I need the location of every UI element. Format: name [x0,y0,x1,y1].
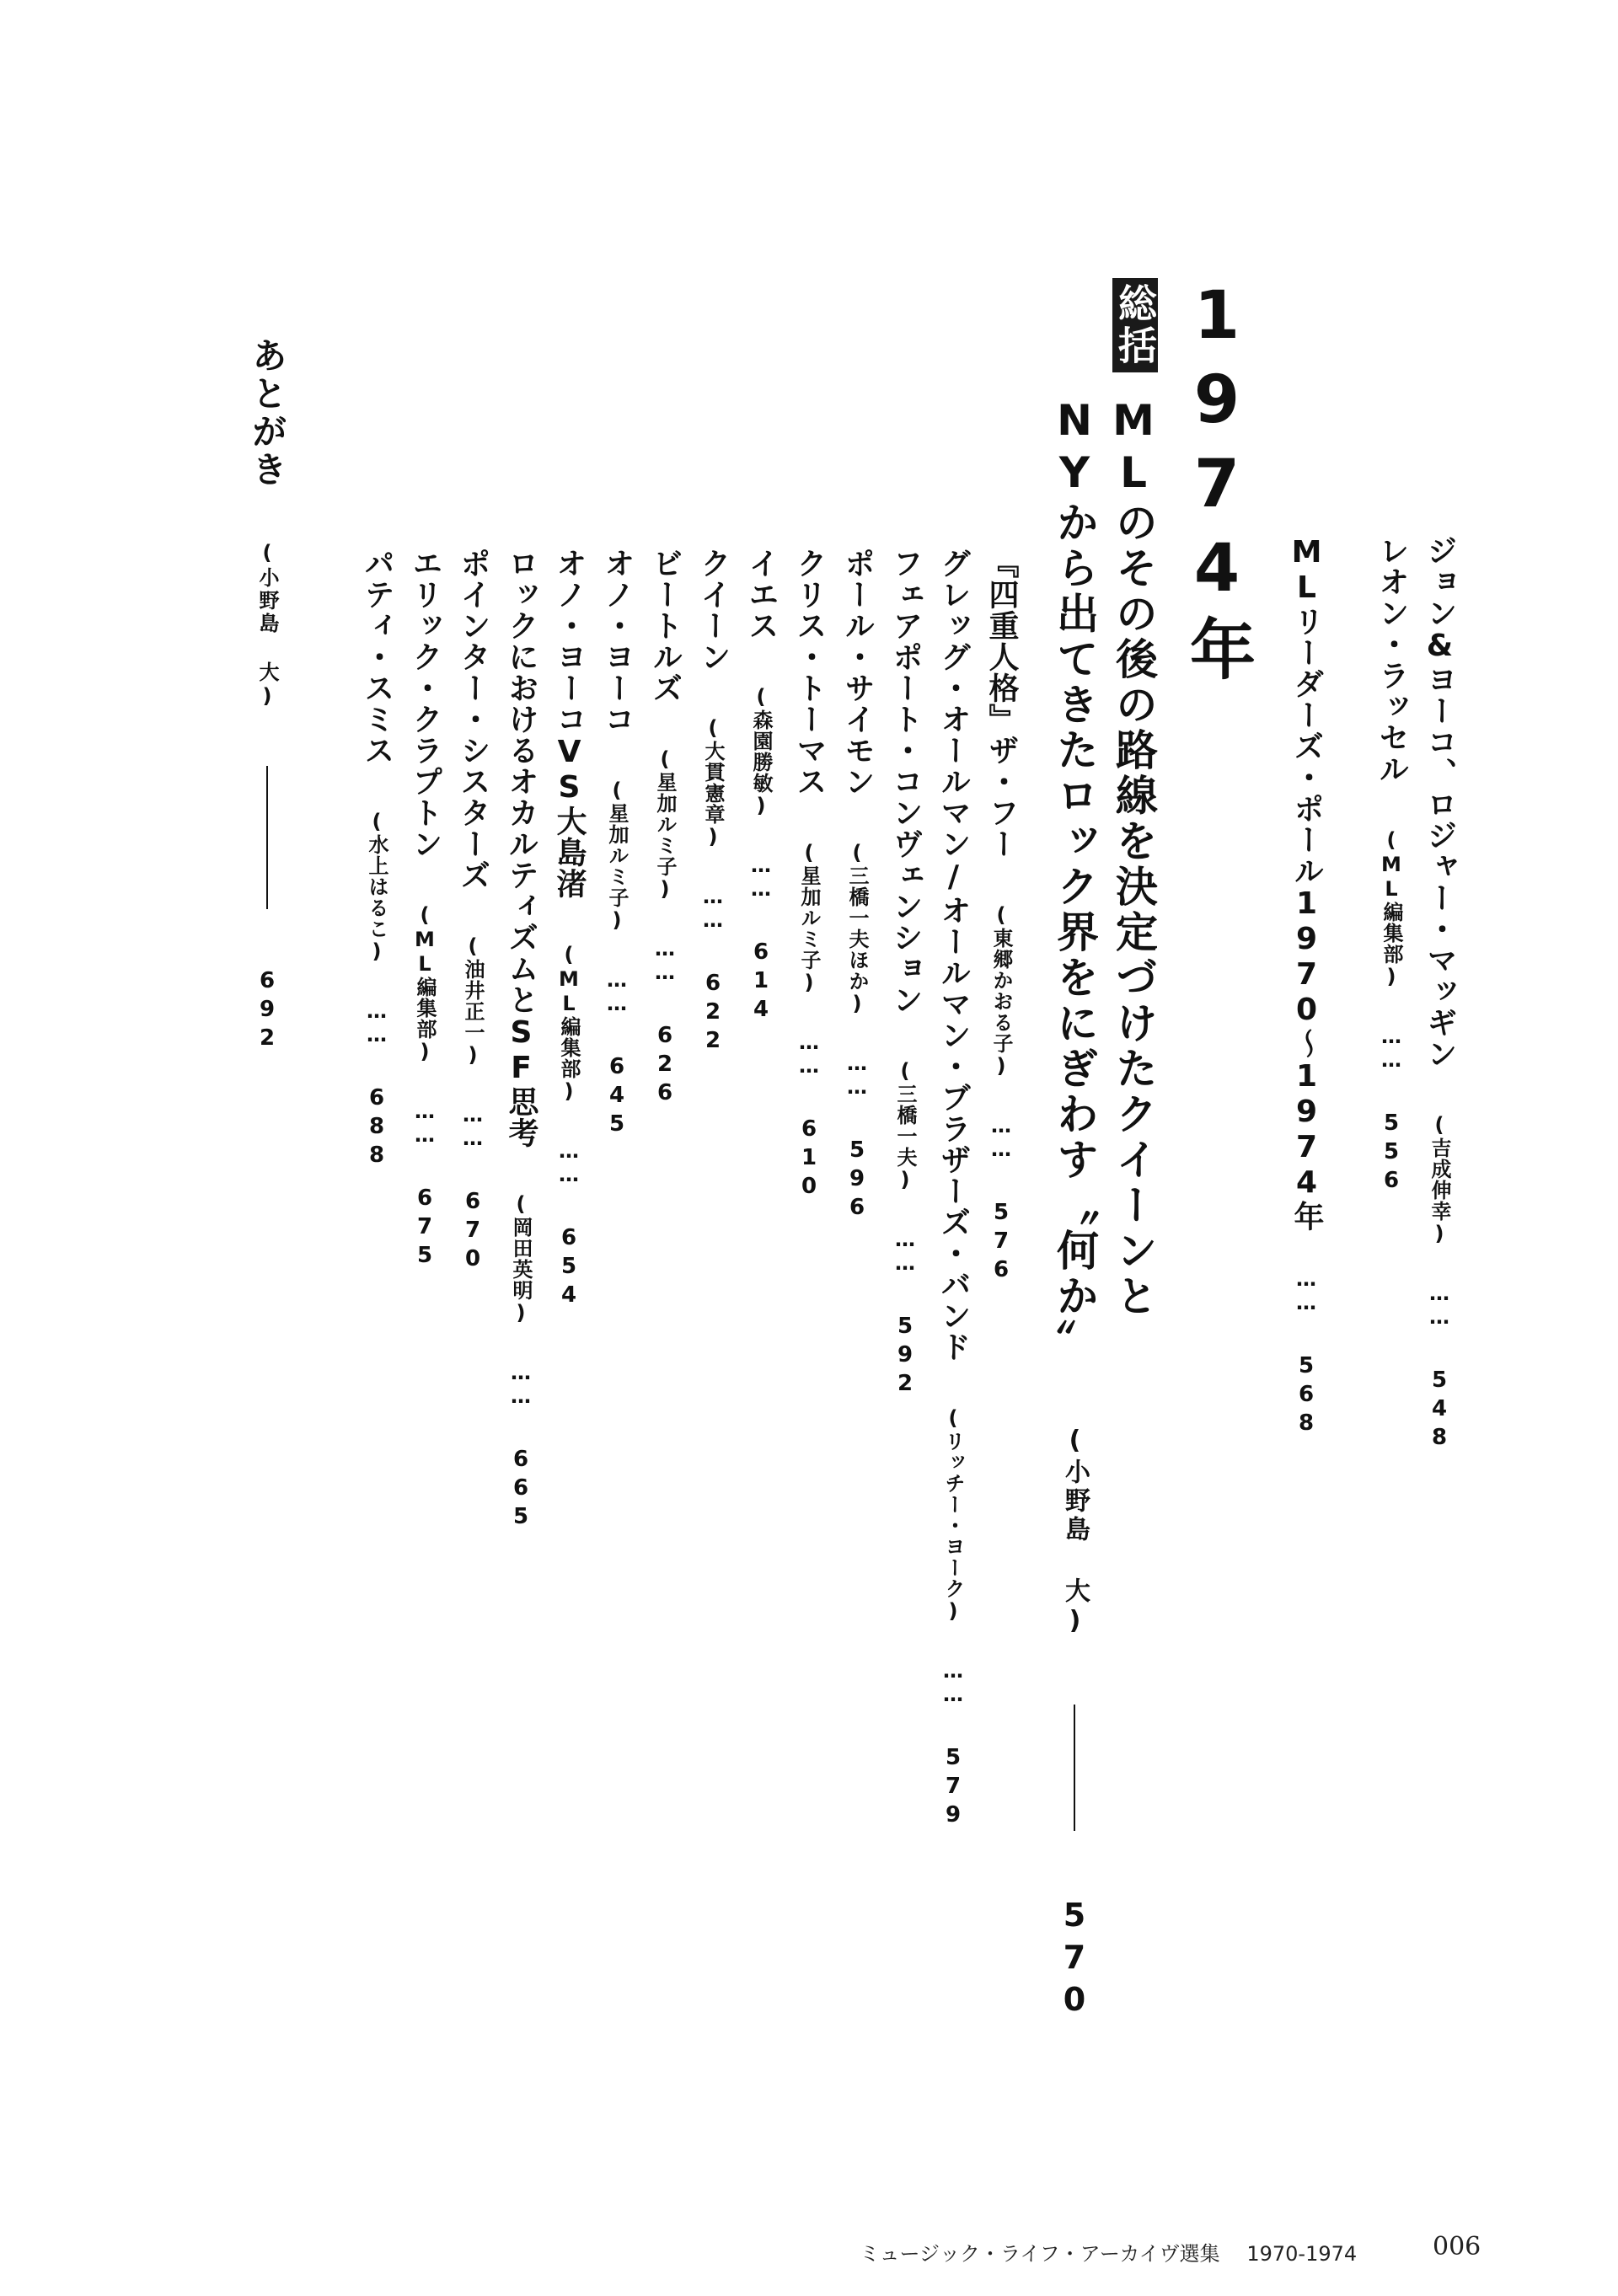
entry-leader: …… [845,1052,869,1099]
summary-badge-wrap [1112,278,1158,372]
entry-leader: …… [989,1114,1013,1161]
entry-page-number: 556 [1379,1111,1404,1196]
toc-entry [1374,535,1409,1196]
entry-leader: …… [797,1030,821,1078]
entry-author: (ML編集部) [413,903,437,1064]
entry-page-number: 610 [796,1116,822,1202]
toc-entry [792,548,827,1202]
entry-page-number: 596 [844,1137,870,1223]
entry-leader: …… [893,1228,917,1275]
feature-title-text: NYから出てきたロック界をにぎわす〝何か〟 [1050,396,1099,1365]
entry-title: ロックにおけるオカルティズムとSF思考 [504,548,538,1148]
entry-author: (大貫憲章) [701,716,725,849]
entry-author: (ML編集部) [1380,828,1403,989]
entry-page-number: 665 [508,1447,533,1533]
toc-entry [410,548,440,1271]
toc-entry [840,548,875,1223]
entry-leader: …… [749,854,773,901]
entry-page-number: 568 [1294,1353,1319,1439]
toc-entry [1289,535,1324,1439]
toc-entry [552,548,587,1311]
entry-page-number: 576 [988,1200,1014,1286]
page-footer [860,2232,1481,2267]
entry-title: イエス [744,548,779,641]
entry-author: (星加ルミ子) [605,779,629,933]
entry-page-number: 670 [460,1189,485,1275]
entry-page-number: 688 [364,1085,389,1171]
entry-title: レオン・ラッセル [1374,535,1409,784]
entry-page-number: 579 [940,1745,966,1831]
toc-entry [744,548,779,1025]
series-title: ミュージック・ライフ・アーカイヴ選集 [860,2242,1220,2266]
entry-title: クイーン [696,548,731,672]
entry-author: (岡田英明) [509,1192,533,1325]
afterword-author: (小野島 大) [255,541,279,710]
entry-title: 『四重人格』ザ・フー [984,548,1019,859]
entry-author: (吉成伸幸) [1428,1113,1451,1246]
page-folio: 006 [1433,2232,1481,2261]
toc-entry [936,548,971,1831]
summary-badge: 総括 [1112,278,1158,372]
entry-title: MLリーダーズ・ポール1970〜1974年 [1289,535,1324,1232]
entry-page-number: 622 [700,971,726,1057]
entry-page-number: 626 [652,1023,678,1109]
toc-entry [458,548,488,1275]
entry-author: (リッチー・ヨーク) [941,1406,965,1624]
feature-page-number: 570 [1056,1897,1093,2023]
toc-entry [506,548,536,1533]
entry-author: (東郷かおる子) [989,903,1013,1078]
leader-rule [266,766,268,909]
entry-author: (油井正一) [461,934,485,1068]
toc-entry [696,548,731,1057]
leader-rule [1074,1705,1075,1831]
entry-page-number: 548 [1427,1367,1452,1453]
section-year-title: 1974年 [1179,278,1255,689]
entry-title: エリック・クラプトン [408,548,442,859]
entry-page-number: 592 [892,1314,918,1400]
entry-author: (三橋一夫) [893,1059,917,1192]
feature-author: (小野島 大) [1060,1426,1090,1639]
entry-author: (水上はるこ) [365,810,388,964]
toc-entry [600,548,635,1140]
afterword-page-number: 692 [254,968,280,1054]
toc-entry [984,548,1019,1286]
entry-leader: …… [653,937,677,984]
feature-title-line-2 [1050,396,1099,2023]
entry-author: (三橋一夫ほか) [845,841,869,1016]
entry-page-number: 654 [556,1225,581,1311]
series-years: 1970-1974 [1246,2242,1358,2266]
toc-entry [1424,535,1455,1453]
entry-title: ジョン&ヨーコ、ロジャー・マッギン [1422,535,1457,1069]
feature-title-line-1 [1109,396,1158,1319]
entry-title: クリス・トーマス [792,548,827,797]
entry-title: グレッグ・オールマン/オールマン・ブラザーズ・バンド [936,548,971,1362]
entry-page-number: 614 [748,939,774,1025]
entry-leader: …… [941,1659,965,1706]
entry-leader: …… [1380,1025,1403,1072]
toc-entry [362,548,392,1171]
entry-title: オノ・ヨーコVS大島渚 [552,548,587,899]
entry-author: (ML編集部) [557,943,581,1104]
entry-leader: …… [365,999,388,1046]
entry-leader: …… [557,1139,581,1186]
entry-title: パティ・スミス [360,548,394,766]
entry-page-number: 675 [412,1185,437,1271]
toc-entry [888,548,923,1400]
afterword-title: あとがき [247,337,288,489]
toc-entry [648,548,683,1109]
entry-leader: …… [1294,1267,1318,1314]
entry-title: オノ・ヨーコ [600,548,635,735]
entry-leader: …… [701,885,725,932]
entry-leader: …… [1428,1282,1451,1329]
entry-leader: …… [461,1103,485,1150]
entry-author: (星加ルミ子) [653,747,677,902]
entry-title: ポール・サイモン [840,548,875,797]
entry-title: フェアポート・コンヴェンション [888,548,923,1015]
entry-author: (森園勝敏) [749,685,773,818]
afterword-entry [247,337,288,1054]
entry-page-number: 645 [604,1054,630,1140]
entry-leader: …… [509,1361,533,1408]
entry-title: ビートルズ [648,548,683,704]
entry-leader: …… [413,1100,437,1147]
feature-title-text: MLのその後の路線を決定づけたクイーンと [1109,396,1158,1319]
entry-leader: …… [605,968,629,1015]
entry-author: (星加ルミ子) [797,841,821,995]
entry-title: ポインター・シスターズ [456,548,490,891]
